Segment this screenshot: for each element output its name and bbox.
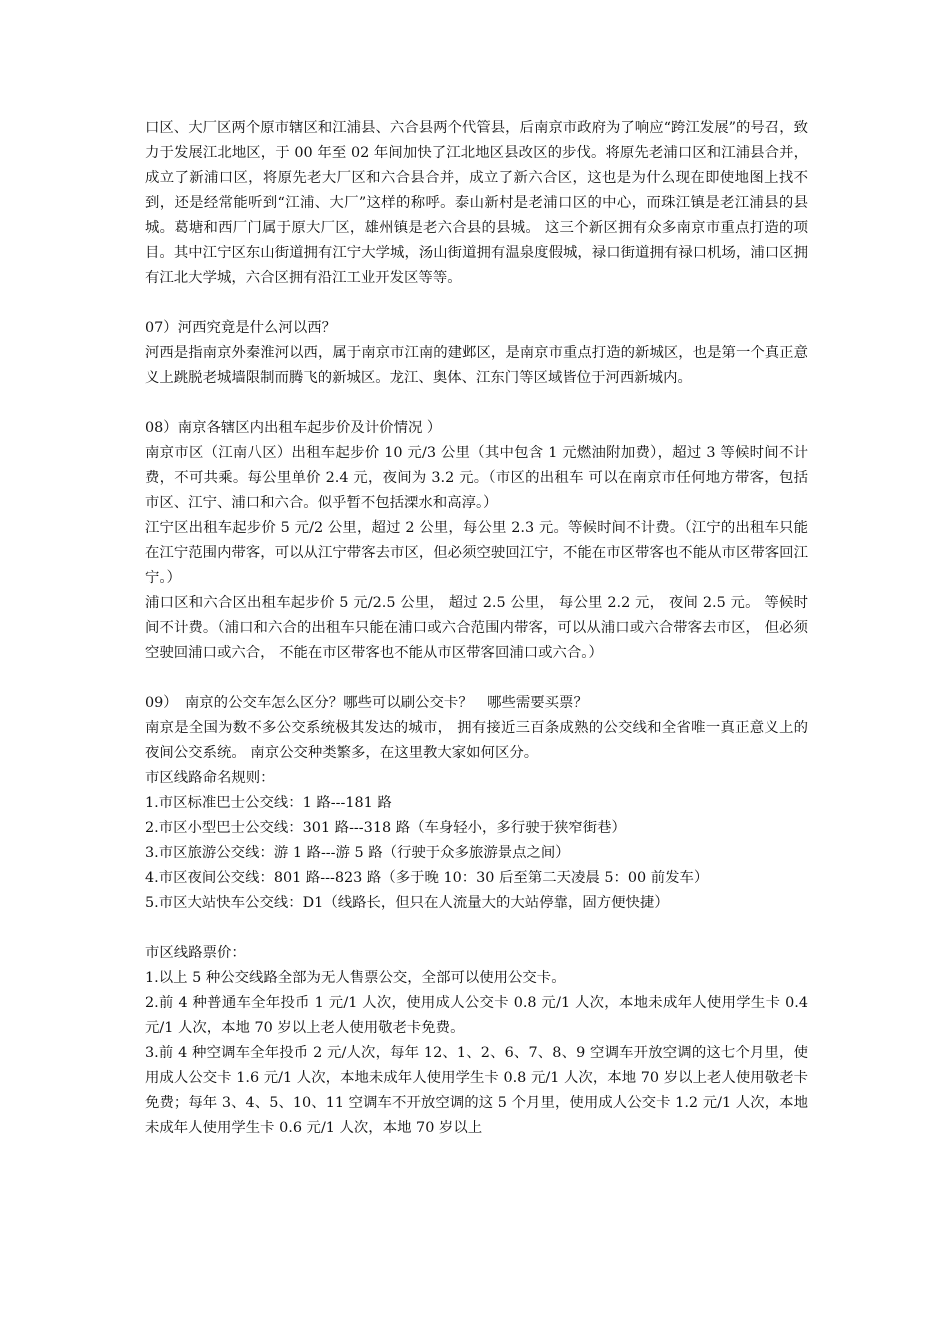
- section-08-heading: 08）南京各辖区内出租车起步价及计价情况 ）: [145, 420, 442, 436]
- section-09-heading: 09） 南京的公交车怎么区分？哪些可以刷公交卡？ 哪些需要买票？: [145, 695, 588, 711]
- document-page: [145, 116, 808, 1141]
- fare-rules-title: 市区线路票价：: [145, 945, 246, 961]
- section-07-body: 河西是指南京外秦淮河以西，属于南京市江南的建邺区，是南京市重点打造的新城区，也是第一个真正意义上跳脱老城墙限制而腾飞的新城区。龙江、奥体、江东门等区域皆位于河西新城内。: [145, 345, 808, 386]
- section-08-paragraph-taxi-jiangning: 江宁区出租车起步价 5 元/2 公里，超过 2 公里，每公里 2.3 元。等候时间不计费。（江宁的出租车只能在江宁范围内带客，可以从江宁带客去市区，但必须空驶回江宁，不能在市区带客也不能从市区带客回江宁。）: [145, 520, 808, 586]
- intro-paragraph: 口区、大厂区两个原市辖区和江浦县、六合县两个代管县，后南京市政府为了响应“跨江发展”的号召，致力于发展江北地区，于 00 年至 02 年间加快了江北地区县改区的步伐。将原先老浦口区和江浦县合并，成立了新浦口区，将原先老大厂区和六合县合并，成立了新六合区，这也是为什么现在即使地图上找不到，还是经常能听到“江浦、大厂”这样的称呼。泰山新村是老浦口区的中心，而珠江镇是老江浦县的县城。葛塘和西厂门属于原大厂区，雄州镇是老六合县的县城。 这三个新区拥有众多南京市重点打造的项目。其中江宁区东山街道拥有江宁大学城，汤山街道拥有温泉度假城，禄口街道拥有禄口机场，浦口区拥有江北大学城，六合区拥有沿江工业开发区等等。: [145, 120, 808, 286]
- paragraph-gap: [145, 391, 808, 416]
- naming-rule-item: 4.市区夜间公交线：801 路---823 路（多于晚 10：30 后至第二天凌晨 5：00 前发车）: [145, 870, 709, 886]
- fare-rule-item: 1.以上 5 种公交线路全部为无人售票公交，全部可以使用公交卡。: [145, 970, 566, 986]
- naming-rule-item: 1.市区标准巴士公交线：1 路---181 路: [145, 795, 392, 811]
- section-08-paragraph-taxi-pukou-luhe: 浦口区和六合区出租车起步价 5 元/2.5 公里， 超过 2.5 公里， 每公里 2.2 元， 夜间 2.5 元。 等候时间不计费。（浦口和六合的出租车只能在浦口或六合范围内带客，可以从浦口或六合带客去市区， 但必须空驶回浦口或六合， 不能在市区带客也不能从市区带客回浦口或六合。）: [145, 595, 808, 661]
- section-09-body: 南京是全国为数不多公交系统极其发达的城市， 拥有接近三百条成熟的公交线和全省唯一真正意义上的夜间公交系统。 南京公交种类繁多，在这里教大家如何区分。: [145, 720, 808, 761]
- section-08-paragraph-taxi-city: 南京市区（江南八区）出租车起步价 10 元/3 公里（其中包含 1 元燃油附加费），超过 3 等候时间不计费，不可共乘。每公里单价 2.4 元，夜间为 3.2 元。（市区的出租车 可以在南京市任何地方带客，包括市区、江宁、浦口和六合。似乎暂不包括溧水和高淳。）: [145, 445, 808, 511]
- naming-rule-item: 2.市区小型巴士公交线：301 路---318 路（车身轻小，多行驶于狭窄街巷）: [145, 820, 626, 836]
- fare-rule-item: 3.前 4 种空调车全年投币 2 元/人次，每年 12、1、2、6、7、8、9 空调车开放空调的这七个月里，使用成人公交卡 1.6 元/1 人次，本地未成年人使用学生卡 0.8 元/1 人次，本地 70 岁以上老人使用敬老卡免费；每年 3、4、5、10、11 空调车不开放空调的这 5 个月里，使用成人公交卡 1.2 元/1 人次，本地未成年人使用学生卡 0.6 元/1 人次，本地 70 岁以上: [145, 1045, 808, 1136]
- section-07-heading: 07）河西究竟是什么河以西？: [145, 320, 336, 336]
- naming-rule-item: 5.市区大站快车公交线：D1（线路长，但只在人流量大的大站停靠，固方便快捷）: [145, 895, 669, 911]
- fare-rule-item: 2.前 4 种普通车全年投币 1 元/1 人次，使用成人公交卡 0.8 元/1 人次，本地未成年人使用学生卡 0.4 元/1 人次，本地 70 岁以上老人使用敬老卡免费。: [145, 995, 808, 1036]
- paragraph-gap: [145, 916, 808, 941]
- naming-rule-item: 3.市区旅游公交线：游 1 路---游 5 路（行驶于众多旅游景点之间）: [145, 845, 570, 861]
- paragraph-gap: [145, 666, 808, 691]
- paragraph-gap: [145, 291, 808, 316]
- naming-rules-title: 市区线路命名规则：: [145, 770, 275, 786]
